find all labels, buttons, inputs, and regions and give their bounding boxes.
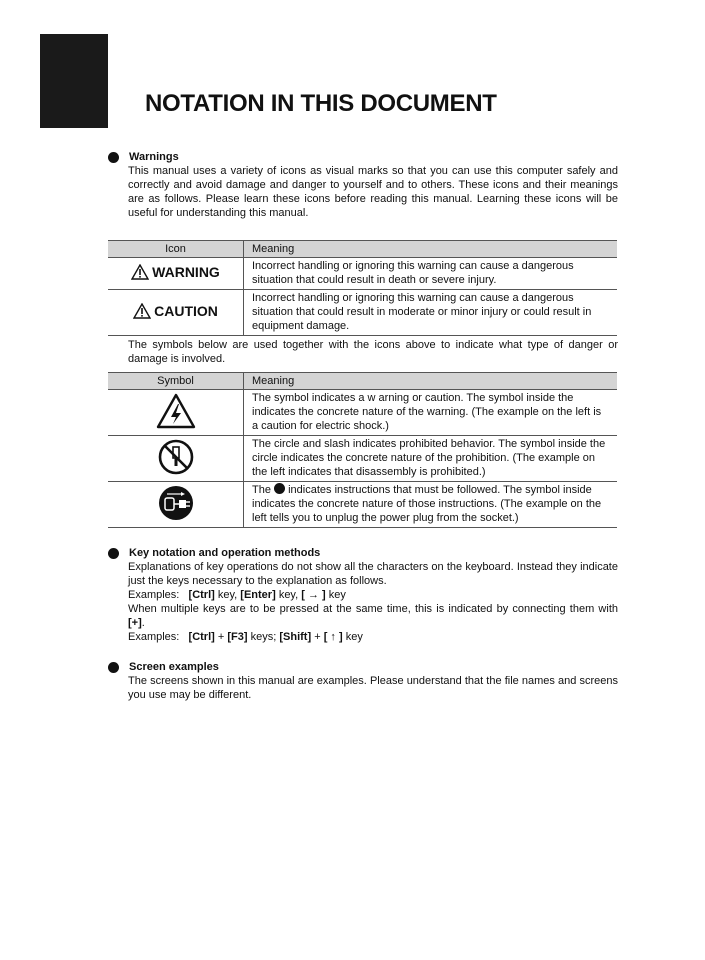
- key-examples-1: Examples: [Ctrl] key, [Enter] key, [ → ] key: [128, 589, 346, 601]
- screen-examples-heading: Screen examples: [108, 660, 618, 674]
- header-meaning: Meaning: [244, 373, 618, 390]
- warning-triangle-icon: [131, 264, 149, 280]
- screen-examples-section: [108, 660, 618, 702]
- table-row: [108, 436, 617, 482]
- symbols-intro-section: [108, 338, 618, 366]
- key-notation-intro: Explanations of key operations do not show all the characters on the keyboard. Instead they indicate just the keys necessary to the explanation as follows.: [128, 561, 618, 587]
- caution-label: CAUTION: [154, 302, 218, 319]
- unplug-power-icon: [157, 484, 195, 522]
- warning-meaning: Incorrect handling or ignoring this warning can cause a dangerous situation that could result in death or severe injury.: [244, 258, 618, 290]
- no-disassembly-meaning: The circle and slash indicates prohibited behavior. The symbol inside the circle indicates the concrete nature of the prohibition. (The example on the left indicates that disassembly is prohibited.): [244, 436, 618, 482]
- warnings-intro: This manual uses a variety of icons as visual marks so that you can use this computer safely and correctly and avoid damage and danger to yourself and to others. These icons and their meanings are as follows. Please learn these icons before reading this manual. Learning these icons will be useful for understanding this manual.: [128, 165, 618, 219]
- electric-shock-triangle-icon: [156, 393, 196, 429]
- warnings-heading: Warnings: [108, 150, 618, 164]
- table-row: [108, 390, 617, 436]
- page-title: NOTATION IN THIS DOCUMENT: [145, 90, 497, 117]
- mandatory-dot-icon: [274, 483, 285, 494]
- header-symbol: Symbol: [108, 373, 244, 390]
- table-row: [108, 258, 617, 290]
- unplug-power-meaning: The indicates instructions that must be followed. The symbol inside indicates the concrete nature of those instructions. (The example on the left tells you to unplug the power plug from the socket.): [244, 482, 618, 528]
- bullet-icon: [108, 152, 119, 163]
- key-examples-2: Examples: [Ctrl] + [F3] keys; [Shift] + [ ↑ ] key: [128, 631, 363, 643]
- caution-meaning: Incorrect handling or ignoring this warning can cause a dangerous situation that could result in moderate or minor injury or could result in equipment damage.: [244, 290, 618, 336]
- no-disassembly-icon: [157, 438, 195, 476]
- chapter-tab-marker: [40, 34, 108, 128]
- header-meaning: Meaning: [244, 241, 618, 258]
- symbols-intro: The symbols below are used together with the icons above to indicate what type of danger or damage is involved.: [128, 339, 618, 365]
- electric-shock-meaning: The symbol indicates a w arning or caution. The symbol inside the indicates the concrete nature of the warning. (The example on the left is a caution for electric shock.): [244, 390, 618, 436]
- table-header-row: [108, 241, 617, 258]
- table-row: [108, 482, 617, 528]
- bullet-icon: [108, 548, 119, 559]
- caution-triangle-icon: [133, 303, 151, 319]
- warning-label: WARNING: [152, 263, 220, 280]
- key-multi-text: When multiple keys are to be pressed at the same time, this is indicated by connecting them with [+].: [128, 603, 618, 629]
- table-header-row: [108, 373, 617, 390]
- screen-examples-text: The screens shown in this manual are examples. Please understand that the file names and screens you use may be different.: [128, 675, 618, 701]
- symbol-table: [108, 372, 617, 528]
- warnings-section: [108, 150, 618, 220]
- key-notation-section: [108, 546, 618, 644]
- key-notation-heading: Key notation and operation methods: [108, 546, 618, 560]
- table-row: [108, 290, 617, 336]
- header-icon: Icon: [108, 241, 244, 258]
- bullet-icon: [108, 662, 119, 673]
- icon-table: [108, 240, 617, 336]
